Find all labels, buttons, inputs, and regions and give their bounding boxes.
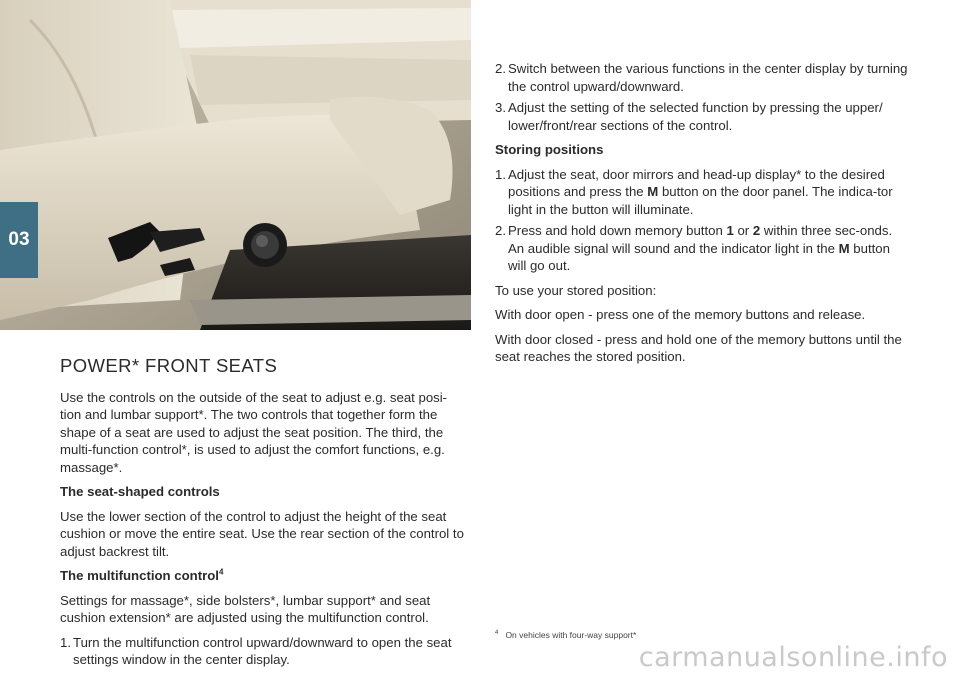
footnote: $^4$ On vehicles with four-way support* [495,630,637,640]
storing-steps [495,166,910,275]
left-column [60,357,465,676]
list-item: 2. Switch between the various functions in the center display by turning the control upward/downward. [495,61,908,94]
chapter-tab: 03 [0,202,38,278]
footnote-reference: 4 [218,567,224,577]
list-item: 2. Press and hold down memory button 1 or 2 within three sec-onds. An audible signal will sound and the indicator light in the M button will go out. [495,223,893,273]
use-stored-intro: To use your stored position: [495,282,657,298]
multifunction-steps-left [60,634,465,669]
multifunction-steps-right [495,60,910,134]
door-closed-text: With door closed - press and hold one of the memory buttons until the seat reaches the stored position. [495,331,902,364]
multifunction-heading: The multifunction control$^4$ [60,567,224,583]
list-item: 1. Adjust the seat, door mirrors and head-up display* to the desired positions and press the M button on the door panel. The indica-tor light in the button will illuminate. [495,166,893,217]
intro-paragraph: Use the controls on the outside of the seat to adjust e.g. seat posi-tion and lumbar support*. The two controls that together form the shape of a seat are used to adjust the seat position. The third, the multi-function control*, is used to adjust the comfort functions, e.g. massage*. [60,389,448,475]
list-item: 3. Adjust the setting of the selected function by pressing the upper/ lower/front/rear sections of the control. [495,100,883,133]
list-item: 1. Turn the multifunction control upward/downward to open the seat settings window in the center display. [60,634,452,667]
seat-controls-heading: The seat-shaped controls [60,484,220,499]
seat-controls-photo [0,0,471,330]
section-title: POWER* FRONT SEATS [60,355,278,376]
storing-heading: Storing positions [495,142,604,157]
watermark: carmanualsonline.info [638,642,948,673]
seat-controls-text: Use the lower section of the control to adjust the height of the seat cushion or move the entire seat. Use the rear section of the control to adjust backrest tilt. [60,508,464,559]
multifunction-text: Settings for massage*, side bolsters*, lumbar support* and seat cushion extension* are adjusted using the multifunction control. [60,592,431,625]
right-column [495,60,910,373]
door-open-text: With door open - press one of the memory buttons and release. [495,307,866,322]
